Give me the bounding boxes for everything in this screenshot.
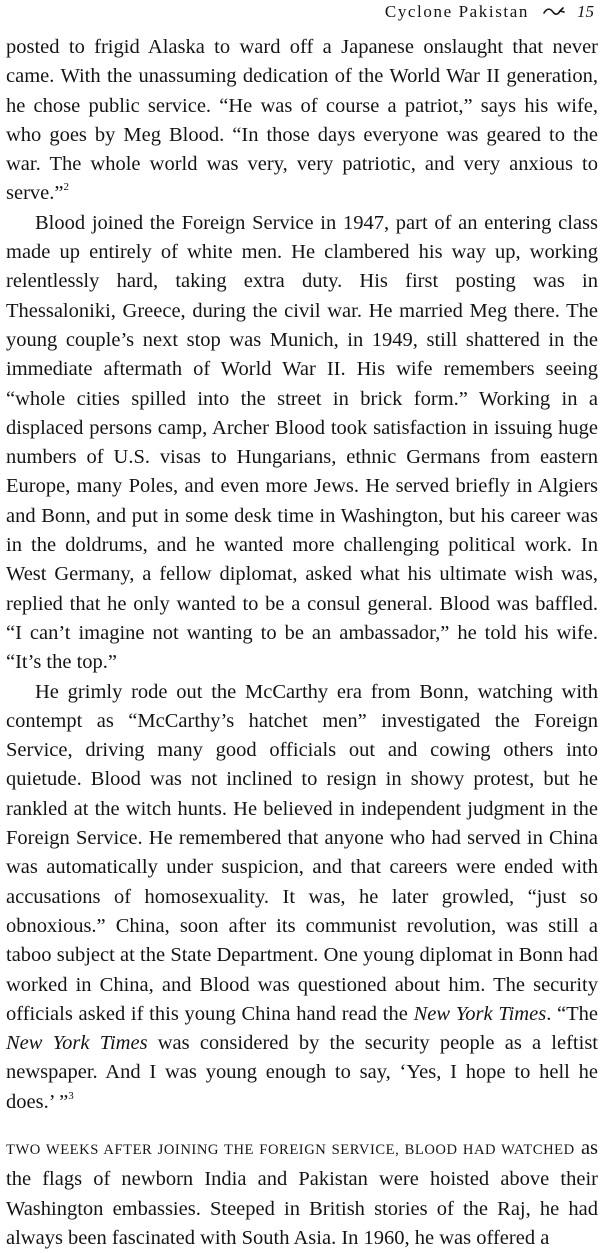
body-text	[6, 33, 598, 1253]
paragraph-1-text: posted to frigid Alaska to ward off a Japanese onslaught that never came. With the unassuming dedication of the World War II generation, he chose public service. “He was of course a patriot,” says his wife, who goes by Meg Blood. “In those days everyone was geared to the war. The whole world was very, very patriotic, and very anxious to serve.”	[6, 36, 598, 205]
endnote-marker[interactable]: 2	[63, 181, 69, 194]
endnote-marker[interactable]: 3	[68, 1089, 74, 1102]
paragraph-2: Blood joined the Foreign Service in 1947, part of an entering class made up entirely of white men. He clambered his way up, working relentlessly hard, taking extra duty. His first posting was in Thessaloniki, Greece, during the civil war. He married Meg there. The young couple’s next stop was Munich, in 1949, still shattered in the immediate aftermath of World War II. His wife remembers seeing “whole cities spilled into the street in brick form.” Working in a displaced persons camp, Archer Blood took satisfaction in issuing huge numbers of U.S. visas to Hungarians, ethnic Germans from eastern Europe, many Poles, and even more Jews. He served briefly in Algiers and Bonn, and put in some desk time in Washington, but his career was in the doldrums, and he wanted more challenging political work. In West Germany, a fellow diplomat, asked what his ultimate wish was, replied that he only wanted to be a consul general. Blood was baffled. “I can’t imagine not wanting to be an ambassador,” he told his wife. “It’s the top.”	[6, 211, 598, 674]
running-header	[385, 2, 594, 22]
swash-ornament-icon	[543, 6, 565, 18]
paragraph-3-text: was considered by the security people as a leftist newspaper. And I was young enough to say, ‘Yes, I hope to hell he does.’ ”	[6, 1032, 598, 1113]
page-number: 15	[577, 2, 594, 21]
small-caps-lead-in: TWO WEEKS AFTER JOINING THE FOREIGN SERVICE, BLOOD HAD WATCHED	[6, 1141, 575, 1158]
publication-title: New York Times	[413, 1002, 547, 1025]
paragraph-3	[6, 678, 598, 1117]
running-title: Cyclone Pakistan	[384, 2, 529, 21]
paragraph-3-text: He grimly rode out the McCarthy era from Bonn, watching with contempt as “McCarthy’s hatchet men” investigated the Foreign Service, driving many good officials out and cowing others into quietude. Blood was not inclined to resign in showy protest, but he rankled at the witch hunts. He believed in independent judgment in the Foreign Service. He remembered that anyone who had served in China was automatically under suspicion, and that careers were ended with accusations of homosexuality. It was, he later growled, “just so obnoxious.” China, soon after its communist revolution, was still a taboo subject at the State Department. One young diplomat in Bonn had worked in China, and Blood was questioned about him. The security officials asked if this young China hand read the	[6, 680, 598, 1025]
section-opening-paragraph	[6, 1134, 598, 1253]
paragraph-4-text: as the flags of newborn India and Pakistan were hoisted above their Washington embassies. Steeped in British stories of the Raj, he had always been fascinated with South Asia. In 1960, he was offered a	[6, 1136, 599, 1249]
paragraph-3-text: . “The	[546, 1002, 599, 1025]
publication-title: New York Times	[6, 1032, 148, 1055]
paragraph-1	[6, 33, 598, 209]
